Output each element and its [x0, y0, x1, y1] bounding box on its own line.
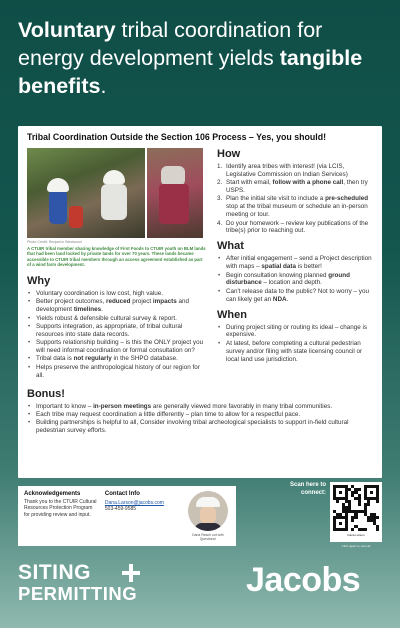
- footer-panel: [18, 486, 236, 546]
- list-item: [27, 290, 207, 298]
- left-column: [27, 148, 207, 380]
- bonus-section: [27, 388, 373, 435]
- qr-label: Dana Larson: [347, 533, 365, 537]
- list-item-text: stop at the tribal museum or schedule an in-person meeting or tour.: [226, 203, 368, 219]
- logo-permitting-text: PERMITTING: [18, 583, 138, 604]
- list-item-bold: not regularly: [73, 355, 112, 363]
- list-item-text: , then try USPS.: [226, 179, 368, 195]
- list-number: 2.: [217, 179, 223, 187]
- photo-hat: [47, 178, 69, 192]
- list-item: [27, 298, 207, 314]
- list-item-text: .: [101, 306, 103, 314]
- photo-gathering: [147, 148, 203, 238]
- qr-note: Click again to view all: [341, 544, 371, 548]
- list-item-text: Building partnerships is helpful to all, Consider involving tribal archeological specialists to support in-field cultural pedestrian survey efforts.: [36, 419, 349, 434]
- list-item-text: Supports relationship building – is this the ONLY project you will need informal coordination or formal consultation on?: [36, 339, 204, 355]
- list-item-text: in the SHPO database.: [111, 355, 178, 363]
- avatar-face: [200, 505, 216, 525]
- list-item: [217, 195, 373, 219]
- list-item: [27, 419, 373, 434]
- qr-code-grid: [333, 485, 379, 531]
- photo-figure-child: [69, 206, 83, 228]
- portrait-caption: Dana Reach out with Questions!: [192, 533, 224, 541]
- list-item: [217, 179, 373, 195]
- list-item: [27, 323, 207, 339]
- contact-info: [105, 491, 180, 541]
- list-item-text: Yields robust & defensible cultural survey & report.: [36, 314, 177, 322]
- list-item-text: are generally viewed more favorably in many tribal communities.: [151, 402, 333, 410]
- list-item: [27, 355, 207, 363]
- list-item: [217, 220, 373, 236]
- list-item: [27, 403, 373, 411]
- qr-module: [376, 528, 379, 531]
- list-item-bold: impacts: [152, 298, 177, 306]
- avatar-hard-hat: [196, 497, 220, 507]
- photo-caption: A CTUIR tribal member sharing knowledge of First Foods to CTUIR youth on BLM lands that had been land locked by private lands for over 70 years. These lands became accessible to CTUIR tribal members through an access agreement established as part of a wind farm development.: [27, 246, 206, 267]
- jacobs-logo: Jacobs: [246, 561, 361, 599]
- when-list: [217, 324, 373, 364]
- photo-figure-youth: [49, 190, 67, 224]
- list-item-text: is better!: [296, 263, 322, 271]
- list-item-text: Helps preserve the anthropological history of our region for all.: [36, 363, 200, 379]
- qr-code[interactable]: [330, 482, 382, 542]
- list-item: [27, 364, 207, 380]
- panel-title: Tribal Coordination Outside the Section 106 Process – Yes, you should!: [27, 132, 327, 142]
- list-item-text: project: [130, 298, 153, 306]
- ack-heading: Acknowledgements: [24, 491, 81, 497]
- list-item: • At latest, before completing a cultural pedestrian survey and/or filing with state licensing council or local land use jurisdiction.: [217, 340, 373, 364]
- list-item-bold: pre-scheduled: [325, 195, 369, 203]
- list-item-text: Do your homework – review key publications of the tribe(s) prior to reaching out.: [226, 219, 369, 235]
- poster-headline: [18, 16, 388, 100]
- bonus-list: [27, 403, 373, 435]
- avatar: [188, 491, 228, 531]
- headline-bold-voluntary: Voluntary: [18, 18, 116, 42]
- why-list: [27, 290, 207, 379]
- bonus-heading: Bonus!: [27, 387, 65, 400]
- list-item-bold: ground disturbance: [226, 271, 350, 287]
- portrait-block: [186, 491, 230, 541]
- content-panel: [18, 126, 382, 478]
- how-heading: How: [217, 148, 241, 160]
- contact-phone: 503-459-9585: [104, 506, 137, 513]
- plus-icon: [122, 564, 140, 582]
- list-item-text: Supports integration, as appropriate, of tribal cultural resources into state data records.: [36, 322, 183, 338]
- list-item-text: Voluntary coordination is low cost, high value.: [36, 290, 164, 298]
- list-item-text: Plan the initial site visit to include a: [226, 195, 326, 203]
- list-item-bold: follow with a phone call: [272, 179, 344, 187]
- list-item-text: Start with email,: [226, 179, 273, 187]
- list-number: 3.: [217, 195, 223, 203]
- list-item: [27, 411, 373, 419]
- what-heading: What: [217, 240, 244, 253]
- list-item: [217, 288, 373, 304]
- photo-figure-hood: [161, 166, 185, 186]
- list-number: 4.: [217, 219, 223, 227]
- siting-permitting-logo: [18, 562, 142, 606]
- headline-period: .: [100, 74, 107, 98]
- list-item-text: Important to know –: [36, 402, 94, 410]
- why-heading: Why: [27, 275, 51, 288]
- list-item-text: Better project outcomes,: [36, 298, 106, 306]
- contact-email-link[interactable]: Dana.Larson@jacobs.com: [104, 499, 164, 506]
- logo-siting-text: SITING: [18, 561, 92, 584]
- photo-figure-gatherer: [159, 184, 189, 224]
- list-item-text: – location and depth.: [261, 279, 322, 287]
- list-item: [27, 339, 207, 355]
- headline-bold-benefits: tangible benefits: [18, 46, 363, 98]
- photo-figure-elder: [101, 184, 127, 220]
- list-item: [217, 272, 373, 288]
- list-item-text: After initial engagement – send a Project description with maps –: [226, 255, 372, 271]
- contact-heading: Contact Info: [104, 491, 140, 497]
- avatar-body: [194, 523, 222, 531]
- list-item-text: Begin consultation knowing planned: [226, 271, 329, 279]
- list-item-text: Can't release data to the public? Not to worry – you can likely get an: [226, 287, 369, 303]
- acknowledgements: [24, 491, 99, 541]
- list-item-bold: spatial data: [261, 263, 297, 271]
- list-item: [27, 315, 207, 323]
- photo-first-foods: [27, 148, 145, 238]
- headline-text: tribal coordination for energy development yields: [18, 18, 323, 70]
- scan-prompt: Scan here to connect:: [289, 482, 326, 496]
- photo-hat: [103, 170, 125, 184]
- list-item: [217, 163, 373, 179]
- list-item-text: and development: [36, 298, 189, 314]
- how-list: [217, 163, 373, 235]
- list-item-bold: timelines: [73, 306, 102, 314]
- what-list: [217, 255, 373, 303]
- ack-text: Thank you to the CTUIR Cultural Resources Protection Program for providing review and input.: [24, 499, 97, 518]
- list-item-text: Identify area tribes with interest! (via LCIS, Legislative Commission on Indian Services): [226, 163, 348, 178]
- photo-collage: [27, 148, 203, 238]
- list-number: 1.: [217, 163, 223, 170]
- list-item: • During project siting or routing its ideal – change is expensive.: [217, 324, 373, 340]
- when-heading: When: [217, 308, 247, 321]
- panel-columns: [27, 148, 373, 380]
- list-item: [217, 255, 373, 271]
- list-item-text: Each tribe may request coordination a little differently – plan time to allow for a respectful pace.: [36, 410, 301, 418]
- right-column: [217, 148, 373, 380]
- list-item-text: .: [286, 295, 289, 303]
- list-item-bold: reduced: [106, 298, 131, 306]
- list-item-text: Tribal data is: [36, 355, 74, 363]
- list-item-bold: NDA: [272, 295, 287, 303]
- photo-credit: Photo Credit: Benjamin Westwood: [27, 240, 82, 244]
- list-item-bold: in-person meetings: [93, 402, 152, 410]
